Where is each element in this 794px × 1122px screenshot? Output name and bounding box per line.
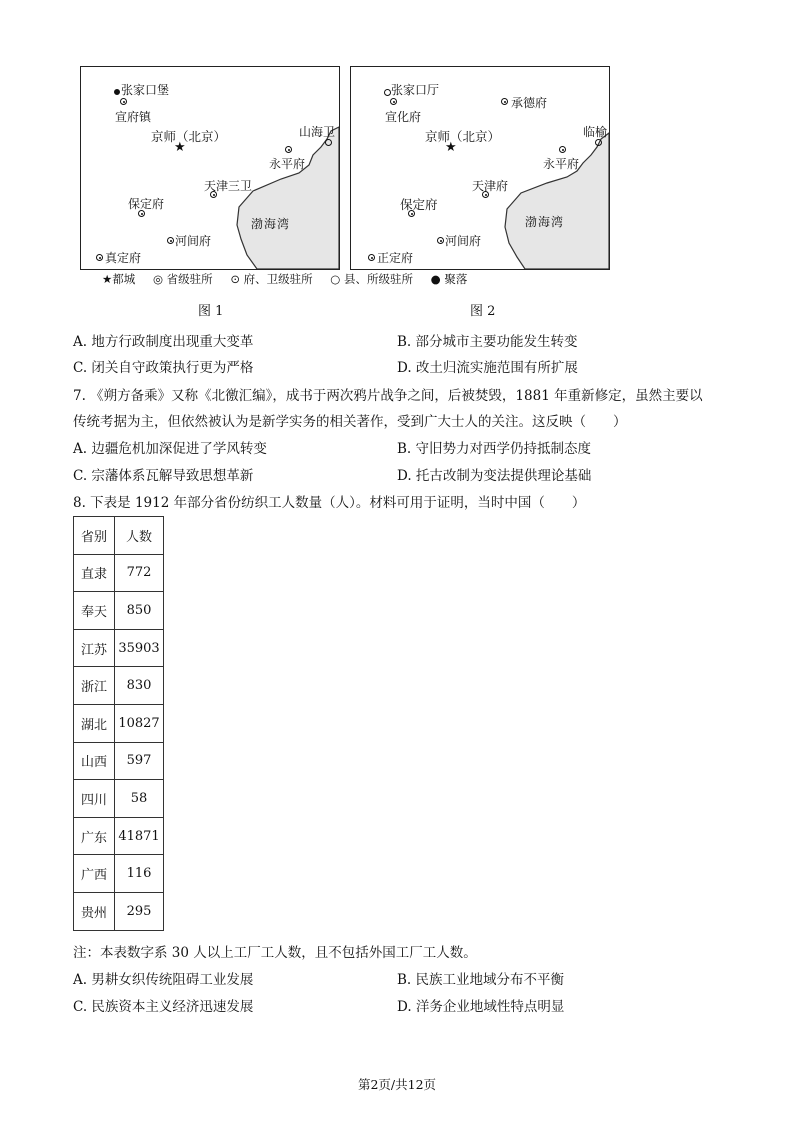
prefecture-marker [96,254,103,261]
table-header-count: 人数 [115,517,164,555]
prefecture-marker [437,237,444,244]
label-baoding: 保定府 [400,197,438,212]
textile-workers-table [73,516,164,931]
table-cell-province: 山西 [74,742,115,780]
q6-option-d: D. 改土归流实施范围有所扩展 [397,360,578,376]
table-cell-province: 湖北 [74,704,115,742]
q7-option-b: B. 守旧势力对西学仍持抵制态度 [397,441,592,457]
page-footer: 第2页/共12页 [357,1077,437,1092]
map-figure-1 [80,66,340,270]
table-cell-province: 四川 [74,780,115,818]
figure-1-caption: 图 1 [198,304,224,319]
prefecture-marker [559,146,566,153]
county-marker [595,139,602,146]
table-cell-count: 35903 [115,629,164,667]
table-row [74,780,164,818]
table-cell-province: 江苏 [74,629,115,667]
q8-option-c: C. 民族资本主义经济迅速发展 [73,999,254,1015]
prefecture-marker [285,146,292,153]
prefecture-marker [368,254,375,261]
table-cell-province: 浙江 [74,667,115,705]
label-baoding: 保定府 [128,197,165,211]
prefecture-marker [120,98,127,105]
label-zhangjiakouting: 张家口厅 [391,83,440,97]
label-jingshi: 京师（北京） [151,129,227,144]
label-shanhai: 山海卫 [299,125,336,139]
table-row [74,629,164,667]
map-figure-2 [350,66,610,270]
legend-capital: ★都城 [102,272,136,286]
legend-provincial: ◎ 省级驻所 [152,272,213,286]
prefecture-marker [390,98,397,105]
q8-stem: 8. 下表是 1912 年部分省份纺织工人数量（人）。材料可用于证明，当时中国（ ） [73,495,586,511]
table-row [74,554,164,592]
table-row [74,592,164,630]
q8-note: 注：本表数字系 30 人以上工厂工人数，且不包括外国工厂工人数。 [73,945,477,961]
label-chengde: 承德府 [511,96,548,110]
label-xuanhua: 宣化府 [385,110,422,124]
legend-county: ○ 县、所级驻所 [330,272,413,286]
label-xuanfu: 宣府镇 [115,110,152,124]
q6-option-c: C. 闭关自守政策执行更为严格 [73,360,254,376]
q7-option-a: A. 边疆危机加深促进了学风转变 [73,441,267,457]
label-linyu: 临榆 [583,125,608,139]
table-cell-count: 772 [115,554,164,592]
prefecture-marker [210,191,217,198]
table-cell-province: 贵州 [74,892,115,930]
label-zhengding: 正定府 [377,251,414,265]
label-hejian: 河间府 [175,234,212,248]
q6-option-a: A. 地方行政制度出现重大变革 [73,334,254,350]
table-row [74,704,164,742]
table-header-province: 省别 [74,517,115,555]
legend-settlement: ● 聚落 [430,272,468,286]
label-jingshi: 京师（北京） [425,129,501,144]
q7-option-c: C. 宗藩体系瓦解导致思想革新 [73,468,254,484]
table-header-row [74,517,164,555]
county-marker [384,89,391,96]
label-yongping: 永平府 [543,157,580,171]
prefecture-marker [167,237,174,244]
q6-option-b: B. 部分城市主要功能发生转变 [397,334,578,350]
q7-stem-line-2: 传统考据为主，但依然被认为是新学实务的相关著作，受到广大士人的关注。这反映（ ） [73,414,627,430]
table-row [74,892,164,930]
prefecture-marker [501,98,508,105]
q7-stem-line-1: 7. 《朔方备乘》又称《北徼汇编》，成书于两次鸦片战争之间，后被焚毁，1881 年重新修定，虽然主要以 [73,388,703,404]
label-yongping: 永平府 [269,157,306,171]
q8-option-a: A. 男耕女织传统阻碍工业发展 [73,972,254,988]
table-cell-province: 奉天 [74,592,115,630]
table-row [74,817,164,855]
label-tianjin: 天津三卫 [204,179,253,193]
prefecture-marker [482,191,489,198]
table-cell-count: 597 [115,742,164,780]
prefecture-marker [138,210,145,217]
table-row [74,667,164,705]
table-cell-province: 广西 [74,855,115,893]
table-cell-count: 10827 [115,704,164,742]
map-legend [102,271,481,287]
label-zhending: 真定府 [105,251,142,265]
label-hejian: 河间府 [445,234,482,248]
table-cell-count: 850 [115,592,164,630]
q7-option-d: D. 托古改制为变法提供理论基础 [397,468,592,484]
provincial-marker [408,210,415,217]
table-cell-count: 295 [115,892,164,930]
label-tianjinfu: 天津府 [472,179,509,193]
capital-star-icon: ★ [445,140,457,155]
table-cell-count: 116 [115,855,164,893]
table-cell-count: 58 [115,780,164,818]
figure-2-caption: 图 2 [470,304,496,319]
capital-star-icon: ★ [174,140,186,155]
legend-prefecture: ⊙ 府、卫级驻所 [230,272,313,286]
table-cell-count: 830 [115,667,164,705]
q8-option-d: D. 洋务企业地域性特点明显 [397,999,565,1015]
county-marker [325,139,332,146]
table-row [74,855,164,893]
label-bohai: 渤海湾 [251,217,291,231]
label-bohai: 渤海湾 [525,215,565,229]
table-cell-province: 广东 [74,817,115,855]
settlement-marker [114,89,120,95]
label-zhangjiakou: 张家口堡 [121,83,170,97]
table-cell-count: 41871 [115,817,164,855]
table-cell-province: 直隶 [74,554,115,592]
table-row [74,742,164,780]
q8-option-b: B. 民族工业地域分布不平衡 [397,972,565,988]
